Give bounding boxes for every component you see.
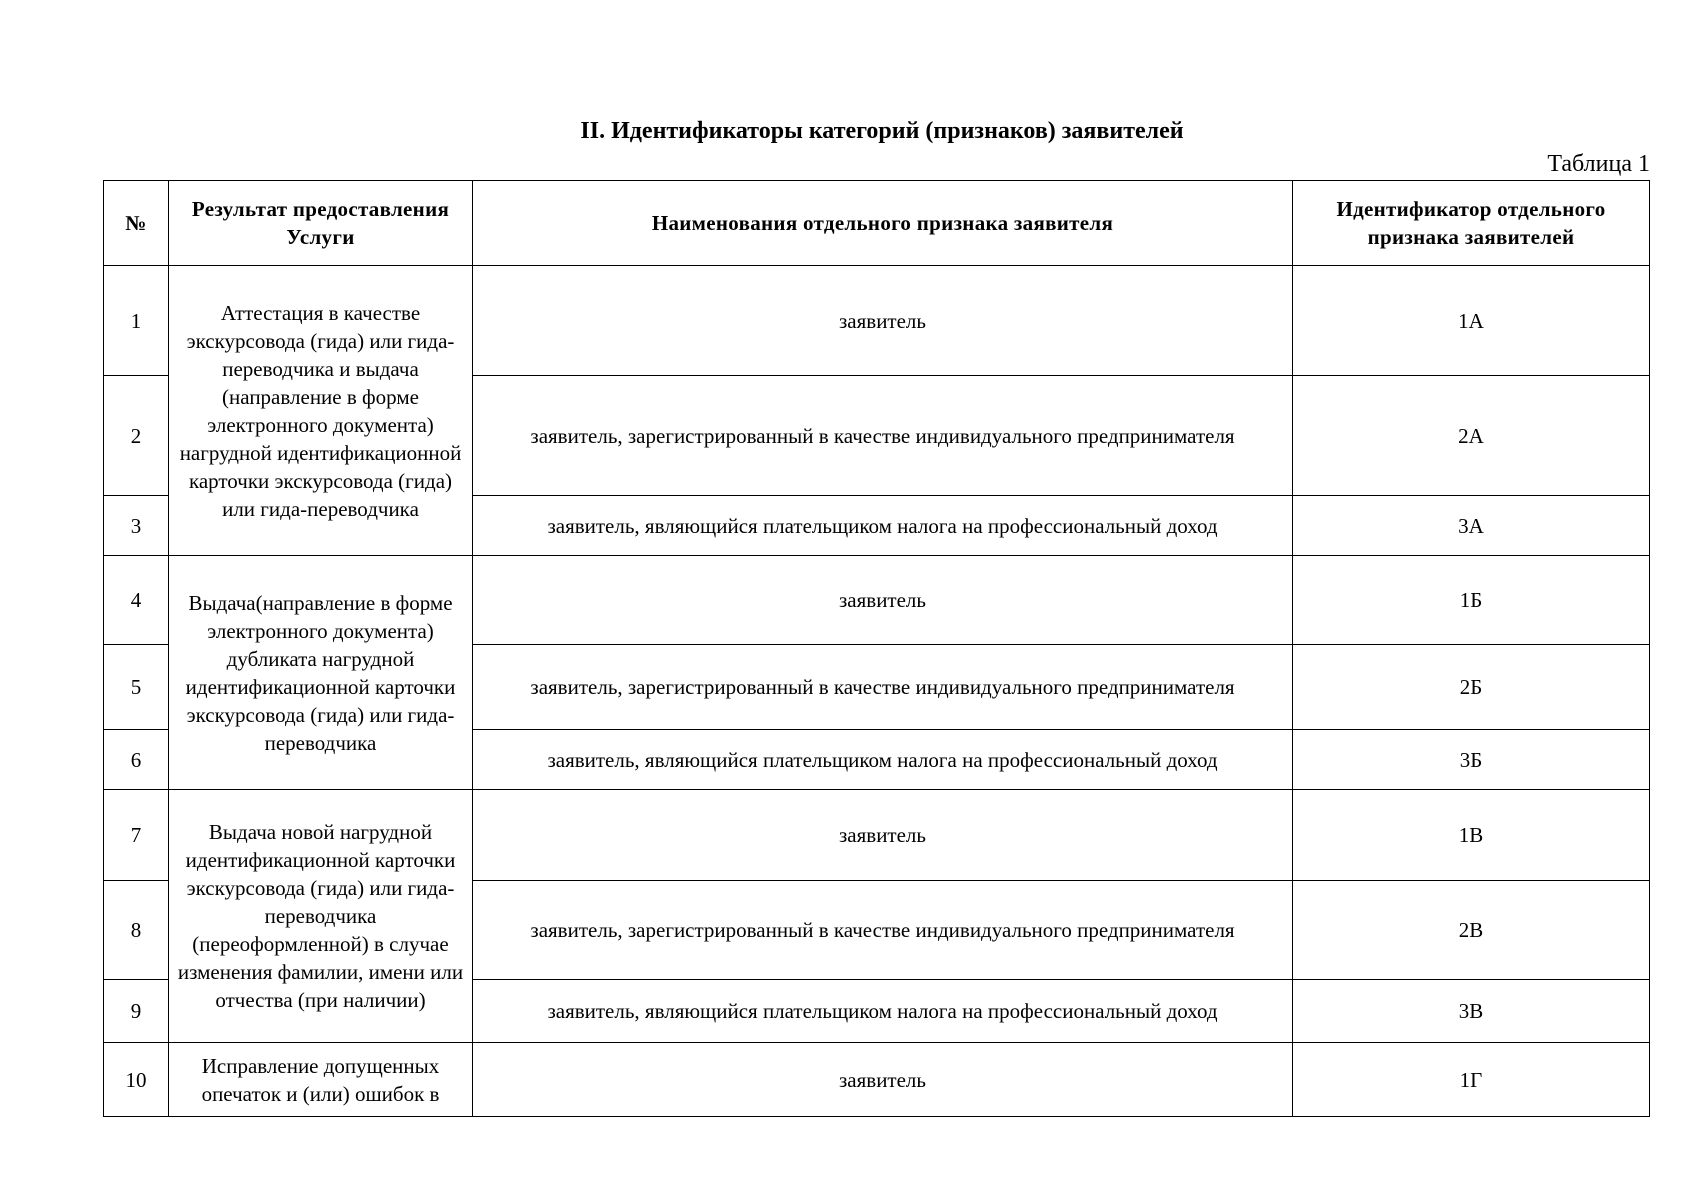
row-id: 1Б xyxy=(1293,556,1650,645)
row-name: заявитель xyxy=(473,790,1293,881)
result-cell: Выдача новой нагрудной идентификационной карточки экскурсовода (гида) или гида-переводчика (переоформленной) в случае изменения фамилии, имени или отчества (при наличии) xyxy=(169,790,473,1043)
row-id: 2А xyxy=(1293,376,1650,496)
header-result: Результат предоставления Услуги xyxy=(169,181,473,266)
row-name: заявитель, являющийся плательщиком налога на профессиональный доход xyxy=(473,730,1293,790)
row-name: заявитель xyxy=(473,266,1293,376)
table-row xyxy=(104,790,1650,881)
header-name: Наименования отдельного признака заявителя xyxy=(473,181,1293,266)
row-id: 3В xyxy=(1293,980,1650,1043)
row-num: 7 xyxy=(104,790,169,881)
header-num: № xyxy=(104,181,169,266)
row-name: заявитель, являющийся плательщиком налога на профессиональный доход xyxy=(473,980,1293,1043)
result-cell: Выдача(направление в форме электронного документа) дубликата нагрудной идентификационной карточки экскурсовода (гида) или гида-переводчика xyxy=(169,556,473,790)
row-num: 8 xyxy=(104,881,169,980)
row-id: 3Б xyxy=(1293,730,1650,790)
row-num: 10 xyxy=(104,1043,169,1117)
table-row xyxy=(104,1043,1650,1117)
row-id: 1Г xyxy=(1293,1043,1650,1117)
row-name: заявитель, являющийся плательщиком налога на профессиональный доход xyxy=(473,496,1293,556)
row-id: 3А xyxy=(1293,496,1650,556)
row-id: 1А xyxy=(1293,266,1650,376)
row-num: 4 xyxy=(104,556,169,645)
row-num: 9 xyxy=(104,980,169,1043)
page-title: II. Идентификаторы категорий (признаков) заявителей xyxy=(580,118,1184,144)
result-cell: Исправление допущенных опечаток и (или) ошибок в xyxy=(169,1043,473,1117)
row-name: заявитель xyxy=(473,1043,1293,1117)
row-num: 3 xyxy=(104,496,169,556)
row-num: 2 xyxy=(104,376,169,496)
table-header-row xyxy=(104,181,1650,266)
row-name: заявитель, зарегистрированный в качестве индивидуального предпринимателя xyxy=(473,881,1293,980)
row-name: заявитель, зарегистрированный в качестве индивидуального предпринимателя xyxy=(473,376,1293,496)
table-row xyxy=(104,556,1650,645)
table-label: Таблица 1 xyxy=(1547,151,1650,177)
header-id: Идентификатор отдельного признака заявителей xyxy=(1293,181,1650,266)
result-cell: Аттестация в качестве экскурсовода (гида) или гида-переводчика и выдача (направление в форме электронного документа) нагрудной идентификационной карточки экскурсовода (гида) или гида-переводчика xyxy=(169,266,473,556)
row-id: 1В xyxy=(1293,790,1650,881)
row-num: 5 xyxy=(104,645,169,730)
row-name: заявитель xyxy=(473,556,1293,645)
row-id: 2В xyxy=(1293,881,1650,980)
row-name: заявитель, зарегистрированный в качестве индивидуального предпринимателя xyxy=(473,645,1293,730)
applicant-categories-table xyxy=(103,180,1650,1117)
row-id: 2Б xyxy=(1293,645,1650,730)
row-num: 1 xyxy=(104,266,169,376)
row-num: 6 xyxy=(104,730,169,790)
table-row xyxy=(104,266,1650,376)
